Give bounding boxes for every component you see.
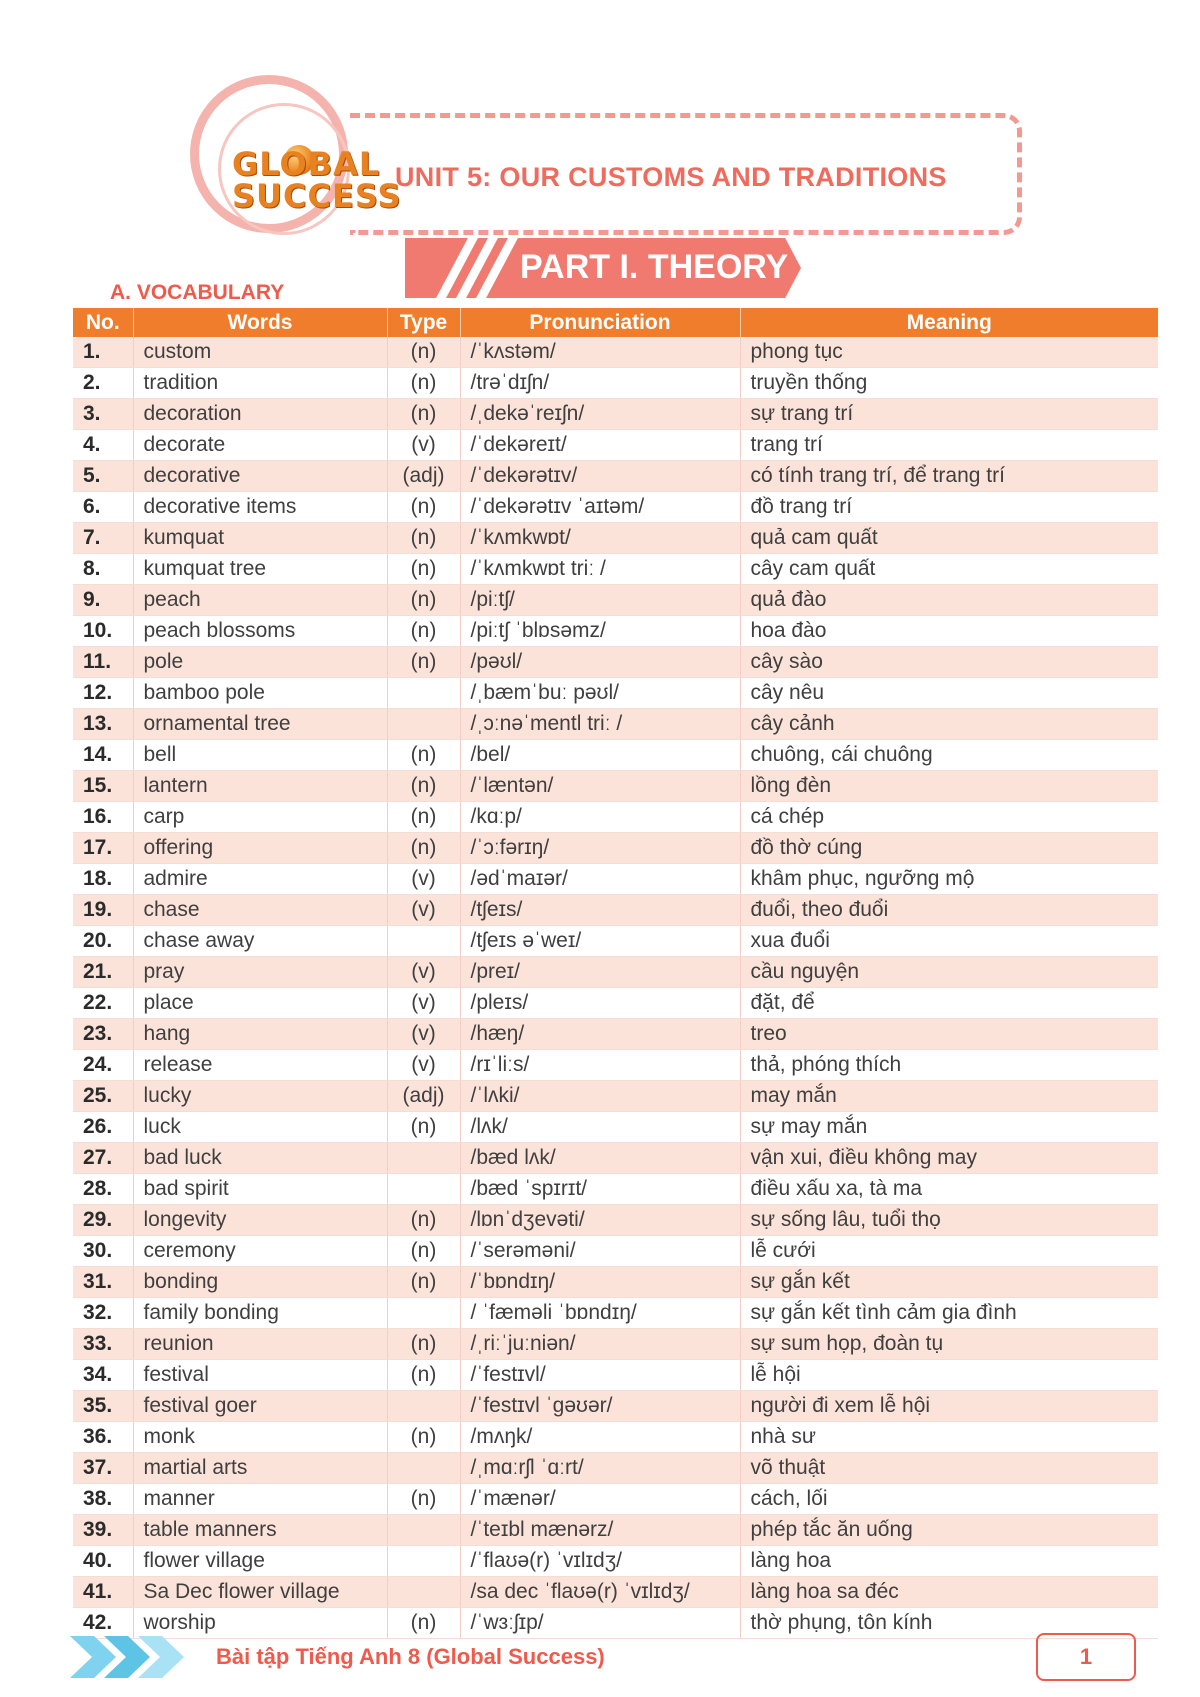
table-row: [73, 399, 1158, 430]
word-cell: ornamental tree: [133, 709, 387, 740]
type-cell: (n): [387, 1236, 460, 1267]
pronunciation-cell: /tʃeɪs əˈweɪ/: [460, 926, 740, 957]
word-cell: kumquat tree: [133, 554, 387, 585]
pronunciation-cell: /bæd lʌk/: [460, 1143, 740, 1174]
type-cell: (n): [387, 833, 460, 864]
pronunciation-cell: /ˈmænər/: [460, 1484, 740, 1515]
pronunciation-cell: /ˈdekərətɪv/: [460, 461, 740, 492]
row-number: 30.: [73, 1236, 133, 1267]
table-row: [73, 1143, 1158, 1174]
column-header-type: Type: [387, 308, 460, 337]
word-cell: decorative items: [133, 492, 387, 523]
meaning-cell: thả, phóng thích: [740, 1050, 1158, 1081]
pronunciation-cell: /ˈdekərətɪv ˈaɪtəm/: [460, 492, 740, 523]
type-cell: (n): [387, 740, 460, 771]
meaning-cell: sự gắn kết: [740, 1267, 1158, 1298]
word-cell: decoration: [133, 399, 387, 430]
word-cell: bell: [133, 740, 387, 771]
pronunciation-cell: /ˌdekəˈreɪʃn/: [460, 399, 740, 430]
type-cell: [387, 1298, 460, 1329]
column-header-words: Words: [133, 308, 387, 337]
word-cell: custom: [133, 337, 387, 368]
word-cell: pole: [133, 647, 387, 678]
type-cell: (adj): [387, 1081, 460, 1112]
pronunciation-cell: /ˈwɜːʃɪp/: [460, 1608, 740, 1639]
table-row: [73, 616, 1158, 647]
meaning-cell: có tính trang trí, để trang trí: [740, 461, 1158, 492]
meaning-cell: làng hoa: [740, 1546, 1158, 1577]
meaning-cell: cầu nguyện: [740, 957, 1158, 988]
row-number: 11.: [73, 647, 133, 678]
row-number: 42.: [73, 1608, 133, 1639]
type-cell: (v): [387, 1019, 460, 1050]
meaning-cell: đặt, để: [740, 988, 1158, 1019]
part-title: PART I. THEORY: [520, 248, 789, 286]
pronunciation-cell: / ˈfæməli ˈbɒndɪŋ/: [460, 1298, 740, 1329]
row-number: 33.: [73, 1329, 133, 1360]
word-cell: admire: [133, 864, 387, 895]
row-number: 16.: [73, 802, 133, 833]
table-row: [73, 1081, 1158, 1112]
table-row: [73, 1360, 1158, 1391]
section-heading: A. VOCABULARY: [110, 281, 285, 304]
word-cell: peach blossoms: [133, 616, 387, 647]
meaning-cell: chuông, cái chuông: [740, 740, 1158, 771]
row-number: 7.: [73, 523, 133, 554]
table-row: [73, 368, 1158, 399]
word-cell: decorate: [133, 430, 387, 461]
pronunciation-cell: /ˈkʌstəm/: [460, 337, 740, 368]
word-cell: bonding: [133, 1267, 387, 1298]
word-cell: tradition: [133, 368, 387, 399]
table-row: [73, 833, 1158, 864]
word-cell: manner: [133, 1484, 387, 1515]
type-cell: (n): [387, 771, 460, 802]
global-success-logo: GLOBAL SUCCESS: [232, 145, 402, 215]
type-cell: [387, 1391, 460, 1422]
table-row: [73, 740, 1158, 771]
table-row: [73, 678, 1158, 709]
column-header-no: No.: [73, 308, 133, 337]
meaning-cell: cây sào: [740, 647, 1158, 678]
meaning-cell: đuổi, theo đuổi: [740, 895, 1158, 926]
pronunciation-cell: /bel/: [460, 740, 740, 771]
row-number: 38.: [73, 1484, 133, 1515]
pronunciation-cell: /ˈbɒndɪŋ/: [460, 1267, 740, 1298]
pronunciation-cell: /trəˈdɪʃn/: [460, 368, 740, 399]
pronunciation-cell: /ˈkʌmkwɒt triː /: [460, 554, 740, 585]
table-row: [73, 864, 1158, 895]
word-cell: chase: [133, 895, 387, 926]
word-cell: carp: [133, 802, 387, 833]
meaning-cell: lễ cưới: [740, 1236, 1158, 1267]
pronunciation-cell: /ˌɔːnəˈmentl triː /: [460, 709, 740, 740]
column-header-meaning: Meaning: [740, 308, 1158, 337]
table-row: [73, 430, 1158, 461]
meaning-cell: cây cảnh: [740, 709, 1158, 740]
pronunciation-cell: /ˈlæntən/: [460, 771, 740, 802]
type-cell: (n): [387, 1329, 460, 1360]
type-cell: (v): [387, 895, 460, 926]
table-row: [73, 1608, 1158, 1639]
table-row: [73, 337, 1158, 368]
word-cell: lucky: [133, 1081, 387, 1112]
type-cell: (v): [387, 430, 460, 461]
type-cell: (v): [387, 864, 460, 895]
word-cell: ceremony: [133, 1236, 387, 1267]
row-number: 31.: [73, 1267, 133, 1298]
table-row: [73, 1515, 1158, 1546]
row-number: 1.: [73, 337, 133, 368]
vocabulary-table: [73, 308, 1158, 1639]
row-number: 26.: [73, 1112, 133, 1143]
meaning-cell: đồ thờ cúng: [740, 833, 1158, 864]
row-number: 13.: [73, 709, 133, 740]
meaning-cell: sự trang trí: [740, 399, 1158, 430]
row-number: 18.: [73, 864, 133, 895]
pronunciation-cell: /lɒnˈdʒevəti/: [460, 1205, 740, 1236]
meaning-cell: làng hoa sa đéc: [740, 1577, 1158, 1608]
type-cell: (n): [387, 585, 460, 616]
type-cell: (n): [387, 492, 460, 523]
unit-title: UNIT 5: OUR CUSTOMS AND TRADITIONS: [395, 162, 947, 192]
meaning-cell: khâm phục, ngưỡng mộ: [740, 864, 1158, 895]
table-row: [73, 461, 1158, 492]
pronunciation-cell: /ˈɔːfərɪŋ/: [460, 833, 740, 864]
table-row: [73, 585, 1158, 616]
page-number: 1: [1036, 1633, 1136, 1681]
meaning-cell: sự may mắn: [740, 1112, 1158, 1143]
pronunciation-cell: /ədˈmaɪər/: [460, 864, 740, 895]
type-cell: (n): [387, 1112, 460, 1143]
row-number: 28.: [73, 1174, 133, 1205]
word-cell: festival goer: [133, 1391, 387, 1422]
type-cell: (n): [387, 1608, 460, 1639]
meaning-cell: lồng đèn: [740, 771, 1158, 802]
table-row: [73, 1236, 1158, 1267]
row-number: 36.: [73, 1422, 133, 1453]
word-cell: peach: [133, 585, 387, 616]
meaning-cell: trang trí: [740, 430, 1158, 461]
pronunciation-cell: /ˌriːˈjuːniən/: [460, 1329, 740, 1360]
table-row: [73, 1019, 1158, 1050]
table-row: [73, 1422, 1158, 1453]
table-row: [73, 1453, 1158, 1484]
type-cell: (n): [387, 554, 460, 585]
footer-book-title: Bài tập Tiếng Anh 8 (Global Success): [216, 1644, 605, 1669]
table-row: [73, 1267, 1158, 1298]
pronunciation-cell: /ˈfestɪvl ˈɡəʊər/: [460, 1391, 740, 1422]
pronunciation-cell: /rɪˈliːs/: [460, 1050, 740, 1081]
pronunciation-cell: /mʌŋk/: [460, 1422, 740, 1453]
word-cell: monk: [133, 1422, 387, 1453]
row-number: 10.: [73, 616, 133, 647]
type-cell: (n): [387, 802, 460, 833]
row-number: 29.: [73, 1205, 133, 1236]
type-cell: [387, 926, 460, 957]
pronunciation-cell: /ˈkʌmkwɒt/: [460, 523, 740, 554]
page-header: [0, 0, 1200, 304]
type-cell: [387, 1515, 460, 1546]
pronunciation-cell: /hæŋ/: [460, 1019, 740, 1050]
word-cell: luck: [133, 1112, 387, 1143]
pronunciation-cell: /ˈdekəreɪt/: [460, 430, 740, 461]
type-cell: (n): [387, 1484, 460, 1515]
meaning-cell: điều xấu xa, tà ma: [740, 1174, 1158, 1205]
meaning-cell: sự gắn kết tình cảm gia đình: [740, 1298, 1158, 1329]
word-cell: decorative: [133, 461, 387, 492]
row-number: 39.: [73, 1515, 133, 1546]
meaning-cell: hoa đào: [740, 616, 1158, 647]
table-row: [73, 1298, 1158, 1329]
row-number: 12.: [73, 678, 133, 709]
meaning-cell: cây nêu: [740, 678, 1158, 709]
pronunciation-cell: /piːtʃ ˈblɒsəmz/: [460, 616, 740, 647]
type-cell: (adj): [387, 461, 460, 492]
pronunciation-cell: /lʌk/: [460, 1112, 740, 1143]
word-cell: table manners: [133, 1515, 387, 1546]
word-cell: reunion: [133, 1329, 387, 1360]
word-cell: martial arts: [133, 1453, 387, 1484]
row-number: 2.: [73, 368, 133, 399]
table-row: [73, 957, 1158, 988]
table-row: [73, 1546, 1158, 1577]
type-cell: [387, 1143, 460, 1174]
row-number: 22.: [73, 988, 133, 1019]
word-cell: longevity: [133, 1205, 387, 1236]
pronunciation-cell: /ˌbæmˈbuː pəʊl/: [460, 678, 740, 709]
pronunciation-cell: /sa dec ˈflaʊə(r) ˈvɪlɪdʒ/: [460, 1577, 740, 1608]
row-number: 40.: [73, 1546, 133, 1577]
table-row: [73, 492, 1158, 523]
type-cell: (n): [387, 368, 460, 399]
row-number: 25.: [73, 1081, 133, 1112]
type-cell: [387, 1453, 460, 1484]
table-row: [73, 523, 1158, 554]
meaning-cell: treo: [740, 1019, 1158, 1050]
table-row: [73, 1577, 1158, 1608]
meaning-cell: phép tắc ăn uống: [740, 1515, 1158, 1546]
pronunciation-cell: /kɑːp/: [460, 802, 740, 833]
meaning-cell: người đi xem lễ hội: [740, 1391, 1158, 1422]
table-row: [73, 709, 1158, 740]
row-number: 9.: [73, 585, 133, 616]
row-number: 17.: [73, 833, 133, 864]
pronunciation-cell: /pleɪs/: [460, 988, 740, 1019]
row-number: 21.: [73, 957, 133, 988]
row-number: 24.: [73, 1050, 133, 1081]
pronunciation-cell: /pəʊl/: [460, 647, 740, 678]
table-row: [73, 554, 1158, 585]
type-cell: [387, 1546, 460, 1577]
word-cell: kumquat: [133, 523, 387, 554]
word-cell: worship: [133, 1608, 387, 1639]
row-number: 20.: [73, 926, 133, 957]
type-cell: (v): [387, 988, 460, 1019]
word-cell: bad spirit: [133, 1174, 387, 1205]
row-number: 4.: [73, 430, 133, 461]
row-number: 35.: [73, 1391, 133, 1422]
pronunciation-cell: /tʃeɪs/: [460, 895, 740, 926]
meaning-cell: may mắn: [740, 1081, 1158, 1112]
row-number: 5.: [73, 461, 133, 492]
word-cell: festival: [133, 1360, 387, 1391]
meaning-cell: truyền thống: [740, 368, 1158, 399]
meaning-cell: cây cam quất: [740, 554, 1158, 585]
table-row: [73, 1391, 1158, 1422]
row-number: 27.: [73, 1143, 133, 1174]
meaning-cell: võ thuật: [740, 1453, 1158, 1484]
type-cell: (n): [387, 1267, 460, 1298]
type-cell: (n): [387, 1360, 460, 1391]
row-number: 19.: [73, 895, 133, 926]
row-number: 34.: [73, 1360, 133, 1391]
word-cell: flower village: [133, 1546, 387, 1577]
meaning-cell: vận xui, điều không may: [740, 1143, 1158, 1174]
word-cell: lantern: [133, 771, 387, 802]
word-cell: hang: [133, 1019, 387, 1050]
word-cell: place: [133, 988, 387, 1019]
table-row: [73, 988, 1158, 1019]
table-row: [73, 1329, 1158, 1360]
type-cell: [387, 678, 460, 709]
table-row: [73, 771, 1158, 802]
meaning-cell: cách, lối: [740, 1484, 1158, 1515]
pronunciation-cell: /preɪ/: [460, 957, 740, 988]
table-row: [73, 1112, 1158, 1143]
row-number: 15.: [73, 771, 133, 802]
word-cell: release: [133, 1050, 387, 1081]
row-number: 3.: [73, 399, 133, 430]
type-cell: (n): [387, 616, 460, 647]
type-cell: (n): [387, 399, 460, 430]
row-number: 14.: [73, 740, 133, 771]
table-row: [73, 895, 1158, 926]
row-number: 23.: [73, 1019, 133, 1050]
pronunciation-cell: /ˌmɑːrʃl ˈɑːrt/: [460, 1453, 740, 1484]
meaning-cell: quả đào: [740, 585, 1158, 616]
table-row: [73, 647, 1158, 678]
chevron-arrows-icon: [70, 1634, 200, 1680]
row-number: 37.: [73, 1453, 133, 1484]
table-row: [73, 1174, 1158, 1205]
column-header-pronunciation: Pronunciation: [460, 308, 740, 337]
type-cell: (n): [387, 1205, 460, 1236]
type-cell: (n): [387, 523, 460, 554]
row-number: 32.: [73, 1298, 133, 1329]
word-cell: bamboo pole: [133, 678, 387, 709]
type-cell: (n): [387, 1422, 460, 1453]
type-cell: (n): [387, 337, 460, 368]
word-cell: chase away: [133, 926, 387, 957]
table-header-row: [73, 308, 1158, 337]
type-cell: (n): [387, 647, 460, 678]
word-cell: offering: [133, 833, 387, 864]
table-row: [73, 1484, 1158, 1515]
pronunciation-cell: /ˈserəməni/: [460, 1236, 740, 1267]
type-cell: [387, 1174, 460, 1205]
table-row: [73, 802, 1158, 833]
meaning-cell: cá chép: [740, 802, 1158, 833]
meaning-cell: phong tục: [740, 337, 1158, 368]
meaning-cell: xua đuổi: [740, 926, 1158, 957]
meaning-cell: nhà sư: [740, 1422, 1158, 1453]
meaning-cell: sự sống lâu, tuổi thọ: [740, 1205, 1158, 1236]
pronunciation-cell: /bæd ˈspɪrɪt/: [460, 1174, 740, 1205]
pronunciation-cell: /ˈfestɪvl/: [460, 1360, 740, 1391]
meaning-cell: sự sum họp, đoàn tụ: [740, 1329, 1158, 1360]
meaning-cell: quả cam quất: [740, 523, 1158, 554]
table-row: [73, 926, 1158, 957]
type-cell: [387, 709, 460, 740]
word-cell: family bonding: [133, 1298, 387, 1329]
word-cell: bad luck: [133, 1143, 387, 1174]
pronunciation-cell: /piːtʃ/: [460, 585, 740, 616]
pronunciation-cell: /ˈflaʊə(r) ˈvɪlɪdʒ/: [460, 1546, 740, 1577]
table-row: [73, 1050, 1158, 1081]
pronunciation-cell: /ˈlʌki/: [460, 1081, 740, 1112]
row-number: 8.: [73, 554, 133, 585]
pronunciation-cell: /ˈteɪbl mænərz/: [460, 1515, 740, 1546]
type-cell: (v): [387, 957, 460, 988]
meaning-cell: đồ trang trí: [740, 492, 1158, 523]
word-cell: Sa Dec flower village: [133, 1577, 387, 1608]
word-cell: pray: [133, 957, 387, 988]
row-number: 6.: [73, 492, 133, 523]
meaning-cell: thờ phụng, tôn kính: [740, 1608, 1158, 1639]
row-number: 41.: [73, 1577, 133, 1608]
table-row: [73, 1205, 1158, 1236]
meaning-cell: lễ hội: [740, 1360, 1158, 1391]
type-cell: (v): [387, 1050, 460, 1081]
type-cell: [387, 1577, 460, 1608]
vocabulary-table-body: [73, 337, 1158, 1639]
